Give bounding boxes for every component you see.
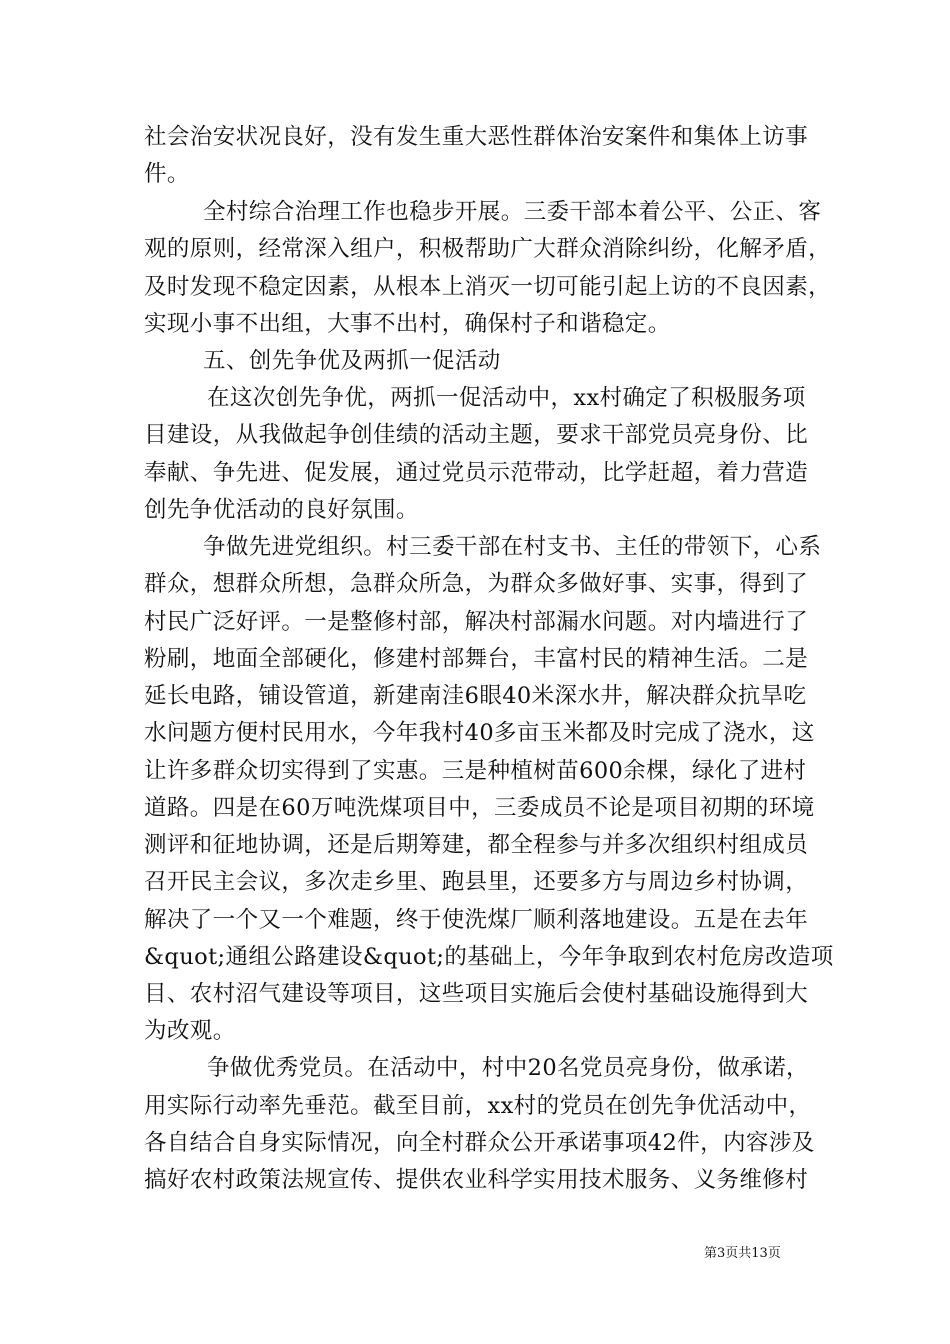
text-line: 解决了一个又一个难题，终于使洗煤厂顺利落地建设。五是在去年 xyxy=(144,907,809,933)
text-line: 目、农村沼气建设等项目，这些项目实施后会使村基础设施得到大 xyxy=(144,981,809,1007)
text-line: 社会治安状况良好，没有发生重大恶性群体治安案件和集体上访事 xyxy=(144,124,809,150)
text-line: 用实际行动率先垂范。截至目前，xx村的党员在创先争优活动中， xyxy=(144,1093,812,1119)
text-line: 延长电路，铺设管道，新建南洼6眼40米深水井，解决群众抗旱吃 xyxy=(144,683,807,709)
text-line: 实现小事不出组，大事不出村，确保村子和谐稳定。 xyxy=(144,311,671,337)
text-line: 在这次创先争优，两抓一促活动中，xx村确定了积极服务项 xyxy=(207,385,806,411)
text-line: 村民广泛好评。一是整修村部，解决村部漏水问题。对内墙进行了 xyxy=(144,609,809,635)
text-line: 粉刷，地面全部硬化，修建村部舞台，丰富村民的精神生活。二是 xyxy=(144,646,809,672)
text-line: 测评和征地协调，还是后期筹建，都全程参与并多次组织村组成员 xyxy=(144,832,809,858)
text-line: 搞好农村政策法规宣传、提供农业科学实用技术服务、义务维修村 xyxy=(144,1167,809,1193)
text-line: 道路。四是在60万吨洗煤项目中，三委成员不论是项目初期的环境 xyxy=(144,795,815,821)
text-line: 争做优秀党员。在活动中，村中20名党员亮身份，做承诺， xyxy=(207,1055,809,1081)
text-line: 件。 xyxy=(144,161,190,187)
text-line: 各自结合自身实际情况，向全村群众公开承诺事项42件，内容涉及 xyxy=(144,1130,815,1156)
text-line: 水问题方便村民用水，今年我村40多亩玉米都及时完成了浇水，这 xyxy=(144,720,815,746)
text-line: 创先争优活动的良好氛围。 xyxy=(144,497,419,523)
text-line: 群众，想群众所想，急群众所急，为群众多做好事、实事，得到了 xyxy=(144,571,809,597)
text-line: 为改观。 xyxy=(144,1018,236,1044)
text-line: 奉献、争先进、促发展，通过党员示范带动，比学赶超，着力营造 xyxy=(144,460,809,486)
page-number: 第3页共13页 xyxy=(704,1246,781,1261)
section-heading: 五、创先争优及两抓一促活动 xyxy=(203,348,501,374)
text-line: 全村综合治理工作也稳步开展。三委干部本着公平、公正、客 xyxy=(203,199,822,225)
text-line: &quot;通组公路建设&quot;的基础上，今年争取到农村危房改造项 xyxy=(144,944,834,970)
text-line: 召开民主会议，多次走乡里、跑县里，还要多方与周边乡村协调， xyxy=(144,869,809,895)
text-line: 及时发现不稳定因素，从根本上消灭一切可能引起上访的不良因素， xyxy=(144,274,832,300)
text-line: 争做先进党组织。村三委干部在村支书、主任的带领下，心系 xyxy=(203,534,822,560)
text-line: 让许多群众切实得到了实惠。三是种植树苗600余棵，绿化了进村 xyxy=(144,758,807,784)
text-line: 目建设，从我做起争创佳绩的活动主题，要求干部党员亮身份、比 xyxy=(144,422,809,448)
text-line: 观的原则，经常深入组户，积极帮助广大群众消除纠纷，化解矛盾， xyxy=(144,236,832,262)
